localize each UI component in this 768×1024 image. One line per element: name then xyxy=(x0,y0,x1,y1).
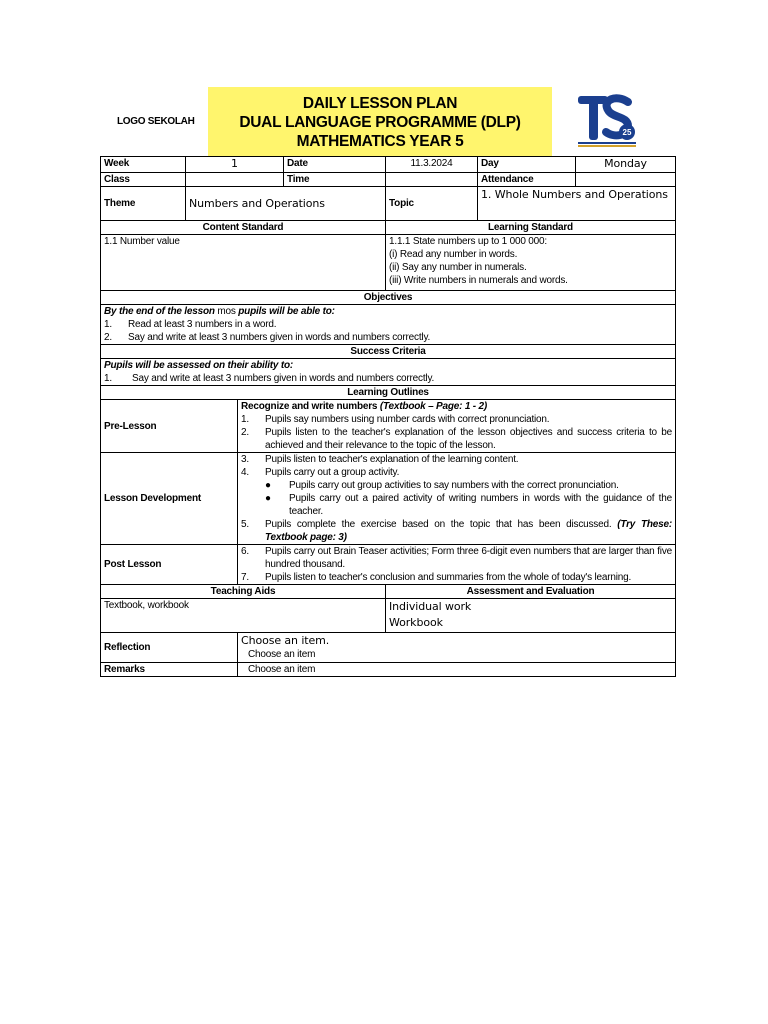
outline-num: 7. xyxy=(241,572,249,583)
learning-standard-header: Learning Standard xyxy=(386,221,676,235)
success-item xyxy=(104,372,672,385)
outline-ref: (Try These: Textbook page: 3) xyxy=(265,519,672,543)
success-criteria-body xyxy=(101,359,676,386)
lesson-development-label: Lesson Development xyxy=(101,453,238,545)
teaching-aids-header: Teaching Aids xyxy=(101,585,386,599)
outline-num: 3. xyxy=(241,454,249,465)
objective-item xyxy=(104,318,672,331)
class-label: Class xyxy=(101,173,186,187)
learning-standard-line: (i) Read any number in words. xyxy=(389,249,518,260)
bullet-text: Pupils carry out a paired activity of writing numbers in words with the guidance of the teacher. xyxy=(289,493,672,517)
content-standard-value: 1.1 Number value xyxy=(101,235,386,291)
content-standard-header: Content Standard xyxy=(101,221,386,235)
outline-item xyxy=(241,466,672,479)
pre-lesson-title-text: Recognize and write numbers xyxy=(241,401,378,412)
remarks-dropdown[interactable]: Choose an item xyxy=(238,663,676,677)
reflection-label: Reflection xyxy=(101,633,238,663)
outline-item xyxy=(241,571,672,584)
pre-lesson-body xyxy=(238,400,676,453)
outline-num: 6. xyxy=(241,546,249,557)
outline-text: Pupils listen to teacher's explanation of the learning content. xyxy=(265,454,519,465)
objectives-intro-c: pupils will be able to: xyxy=(238,306,335,317)
attendance-label: Attendance xyxy=(478,173,576,187)
bullet-item xyxy=(241,479,672,492)
week-label: Week xyxy=(101,157,186,173)
topic-label: Topic xyxy=(386,187,478,221)
date-label: Date xyxy=(284,157,386,173)
objective-num: 1. xyxy=(104,319,112,330)
assessment-value[interactable] xyxy=(386,599,676,633)
learning-standard-value xyxy=(386,235,676,291)
outline-text: Pupils complete the exercise based on the topic that has been discussed. xyxy=(265,519,612,530)
reflection-dropdown-2[interactable]: Choose an item xyxy=(248,649,316,660)
pre-lesson-title xyxy=(241,400,672,413)
post-lesson-label: Post Lesson xyxy=(101,545,238,585)
remarks-label: Remarks xyxy=(101,663,238,677)
assessment-line: Workbook xyxy=(389,616,443,629)
objectives-body xyxy=(101,305,676,345)
day-value[interactable]: Monday xyxy=(576,157,676,173)
outline-item xyxy=(241,426,672,452)
day-label: Day xyxy=(478,157,576,173)
objectives-intro-b: mos xyxy=(217,306,236,317)
outline-item xyxy=(241,518,672,544)
outline-num: 1. xyxy=(241,414,249,425)
outline-item xyxy=(241,545,672,571)
objective-num: 2. xyxy=(104,332,112,343)
topic-value[interactable]: 1. Whole Numbers and Operations xyxy=(478,187,676,221)
post-lesson-body xyxy=(238,545,676,585)
pre-lesson-label: Pre-Lesson xyxy=(101,400,238,453)
learning-standard-line: (ii) Say any number in numerals. xyxy=(389,262,527,273)
outline-text: Pupils say numbers using number cards with correct pronunciation. xyxy=(265,414,550,425)
date-value[interactable]: 11.3.2024 xyxy=(386,157,478,173)
outline-num: 5. xyxy=(241,519,249,530)
outline-text: Pupils carry out Brain Teaser activities; Form three 6-digit even numbers that are larger than five hundred thousand. xyxy=(265,546,672,570)
outline-item xyxy=(241,413,672,426)
svg-text:25: 25 xyxy=(622,128,632,137)
theme-label: Theme xyxy=(101,187,186,221)
objectives-intro xyxy=(104,305,672,318)
lesson-plan-table xyxy=(100,156,676,677)
week-value[interactable]: 1 xyxy=(186,157,284,173)
reflection-dropdown[interactable]: Choose an item. xyxy=(241,634,330,647)
attendance-value[interactable] xyxy=(576,173,676,187)
school-logo-placeholder: LOGO SEKOLAH xyxy=(117,116,195,127)
success-criteria-header: Success Criteria xyxy=(101,345,676,359)
success-text: Say and write at least 3 numbers given in words and numbers correctly. xyxy=(132,373,435,384)
objective-text: Say and write at least 3 numbers given in words and numbers correctly. xyxy=(128,332,431,343)
title-line-1: DAILY LESSON PLAN xyxy=(302,95,458,112)
title-line-3: MATHEMATICS YEAR 5 xyxy=(296,133,464,150)
outline-text: Pupils listen to the teacher's explanation of the lesson objectives and success criteria to be achieved and their relevance to the topic of the lesson. xyxy=(265,427,672,451)
plan-title xyxy=(208,87,552,156)
assessment-header: Assessment and Evaluation xyxy=(386,585,676,599)
outline-num: 2. xyxy=(241,427,249,438)
learning-outlines-header: Learning Outlines xyxy=(101,386,676,400)
teaching-aids-value[interactable]: Textbook, workbook xyxy=(101,599,386,633)
outline-text-with-ref xyxy=(265,518,672,544)
objective-item xyxy=(104,331,672,344)
title-line-2: DUAL LANGUAGE PROGRAMME (DLP) xyxy=(239,114,521,131)
learning-standard-line: 1.1.1 State numbers up to 1 000 000: xyxy=(389,236,547,247)
bullet-dot-icon: ● xyxy=(265,480,271,491)
bullet-text: Pupils carry out group activities to say numbers with the correct pronunciation. xyxy=(289,480,619,491)
time-value[interactable] xyxy=(386,173,478,187)
bullet-dot-icon: ● xyxy=(265,493,271,504)
theme-value[interactable]: Numbers and Operations xyxy=(186,187,386,221)
pre-lesson-title-ref: (Textbook – Page: 1 - 2) xyxy=(379,401,487,412)
bullet-item xyxy=(241,492,672,518)
objectives-intro-a: By the end of the lesson xyxy=(104,306,215,317)
objectives-header: Objectives xyxy=(101,291,676,305)
success-intro: Pupils will be assessed on their ability to: xyxy=(104,360,294,371)
ts25-logo xyxy=(576,92,638,148)
time-label: Time xyxy=(284,173,386,187)
success-num: 1. xyxy=(104,373,112,384)
learning-standard-line: (iii) Write numbers in numerals and words. xyxy=(389,275,568,286)
reflection-value[interactable] xyxy=(238,633,676,663)
class-value[interactable] xyxy=(186,173,284,187)
outline-num: 4. xyxy=(241,467,249,478)
assessment-line: Individual work xyxy=(389,600,472,613)
lesson-development-body xyxy=(238,453,676,545)
objective-text: Read at least 3 numbers in a word. xyxy=(128,319,277,330)
outline-text: Pupils listen to teacher's conclusion and summaries from the whole of today's learning. xyxy=(265,572,632,583)
outline-text: Pupils carry out a group activity. xyxy=(265,467,400,478)
outline-item xyxy=(241,453,672,466)
